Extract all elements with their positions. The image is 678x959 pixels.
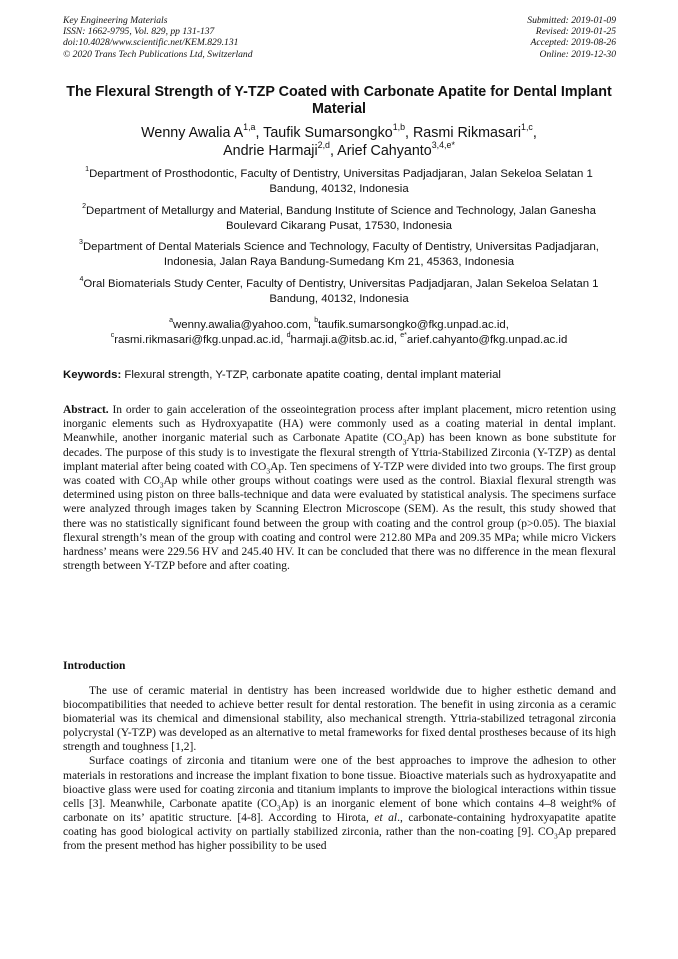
- date-submitted: Submitted: 2019-01-09: [527, 15, 616, 26]
- date-revised: Revised: 2019-01-25: [535, 26, 616, 38]
- date-accepted: Accepted: 2019-08-26: [530, 37, 616, 49]
- keywords-label: Keywords:: [63, 369, 122, 381]
- date-online: Online: 2019-12-30: [539, 48, 616, 60]
- affiliation-2: $^2$Department of Metallurgy and Material, Bandung Institute of Science and Technology, Jalan Ganesha Boulevard Cikarang Pusat, 17530, Indonesia: [82, 203, 596, 232]
- author-name: Rasmi Rikmasari$^{1,c}$: [412, 121, 533, 141]
- journal-doi[interactable]: doi:10.4028/www.scientific.net/KEM.829.131: [63, 37, 239, 49]
- publication-dates: [527, 15, 616, 60]
- author-name: Wenny Awalia A$^{1,a}$: [141, 121, 256, 141]
- author-emails: [50, 318, 628, 348]
- affiliation-4: $^4$Oral Biomaterials Study Center, Faculty of Dentistry, Universitas Padjadjaran, Jalan Sekeloa Selatan 1 Bandung, 40132, Indonesia: [79, 276, 599, 305]
- journal-info: [63, 15, 253, 60]
- author-name: Taufik Sumarsongko$^{1,b}$: [263, 121, 406, 141]
- paper-title: The Flexural Strength of Y-TZP Coated with Carbonate Apatite for Dental Implant Material: [66, 84, 612, 117]
- email-link[interactable]: $^{e*}$arief.cahyanto@fkg.unpad.ac.id: [400, 332, 568, 346]
- affiliation-1: $^1$Department of Prosthodontic, Faculty of Dentistry, Universitas Padjadjaran, Jalan Sekeloa Selatan 1 Bandung, 40132, Indonesia: [85, 166, 593, 195]
- author-name: Andrie Harmaji$^{2,d}$: [223, 139, 330, 159]
- paragraph: Surface coatings of zirconia and titanium were one of the best approaches to improve the adhesion to other materials in restorations and increase the implant fixation to bone tissue. Bioactive materials such as hydroxyapatite and bioactive glass were used for coating zirconia and titanium implants to improve the biological interactions within tissue cells [3]. Meanwhile, Carbonate apatite $(CO_3Ap)$ is an inorganic element of bone which contains 4–8 weight% of carbonate on its’ apatitic structure. [4-8]. According to Hirota, et al., carbonate-containing hydroxyapatite apatite coating has good biological activity on partially stabilized zirconia, rather than the non-coating [9]. $CO_3Ap$ prepared from the present method has higher possibility to be used: [63, 755, 616, 853]
- keywords-text: Flexural strength, Y-TZP, carbonate apatite coating, dental implant material: [124, 369, 501, 381]
- journal-issn: ISSN: 1662-9795, Vol. 829, pp 131-137: [63, 26, 215, 38]
- affiliation-3: $^3$Department of Dental Materials Science and Technology, Faculty of Dentistry, Universitas Padjadjaran, Indonesia, Jalan Raya Bandung-Sumedang Km 21, 45363, Indonesia: [79, 239, 599, 268]
- section-heading-introduction: Introduction: [63, 660, 126, 672]
- author-name: Arief Cahyanto$^{3,4,e*}$: [337, 139, 455, 159]
- email-link[interactable]: $^c$rasmi.rikmasari@fkg.unpad.ac.id,: [110, 332, 284, 346]
- email-link[interactable]: $^a$wenny.awalia@yahoo.com,: [169, 317, 312, 331]
- email-link[interactable]: $^b$taufik.sumarsongko@fkg.unpad.ac.id,: [314, 317, 509, 331]
- author-list: Wenny Awalia A$^{1,a}$, Taufik Sumarsongko$^{1,b}$, Rasmi Rikmasari$^{1,c}$, Andrie Harmaji$^{2,d}$, Arief Cahyanto$^{3,4,e*}$: [141, 121, 537, 159]
- introduction-body: [63, 684, 616, 853]
- paragraph: The use of ceramic material in dentistry has been increased worldwide due to higher esthetic demand and biocompatibilities that needed to achieve better result for dental restoration. The benefit in using zirconia as a ceramic biomaterial was its chemical and dimensional stability, also mechanical strength. Yttria-stabilized tetragonal zirconia polycrystal (Y-TZP) was developed as an alternative to metal frameworks for fixed dental prostheses because of its high strength and toughness [1,2].: [63, 685, 616, 754]
- keywords: [63, 368, 616, 383]
- abstract-label: Abstract.: [63, 404, 109, 416]
- journal-name: Key Engineering Materials: [63, 15, 168, 26]
- email-link[interactable]: $^d$harmaji.a@itsb.ac.id,: [286, 332, 398, 346]
- abstract: Abstract. In order to gain acceleration of the osseointegration process after implant placement, micro retention using inorganic elements such as Hydroxyapatite (HA) were commonly used as a coating material in dental implant. Meanwhile, another inorganic material such as Carbonate Apatite $(CO_3Ap)$ has been known as bone substitute for decades. The purpose of this study is to investigate the flexural strength of Yttria-Stabilized Zirconia (Y-TZP) as dental implant material after being coated with $CO_3Ap$. Ten specimens of Y-TZP were divided into two groups. The first group was coated with $CO_3Ap$ while other groups without coatings were used as the control. Biaxial flexural strength was determined using piston on three balls-technique and data were evaluated by statistical analysis. The specimens surface were analyzed through images taken by Scanning Electron Microscope (SEM). As the result, this study showed that there was no statistically significant found between the group with coating and the control group (p>0.05). The biaxial flexural strength’s mean of the group with coating and control were 212.80 MPa and 209.35 MPa; while micro Vickers hardness’ means were 229.56 HV and 245.40 HV. It can be concluded that there was no difference in the mean flexural strength between Y-TZP before and after coating.: [63, 404, 617, 573]
- journal-copyright: © 2020 Trans Tech Publications Ltd, Switzerland: [63, 48, 253, 60]
